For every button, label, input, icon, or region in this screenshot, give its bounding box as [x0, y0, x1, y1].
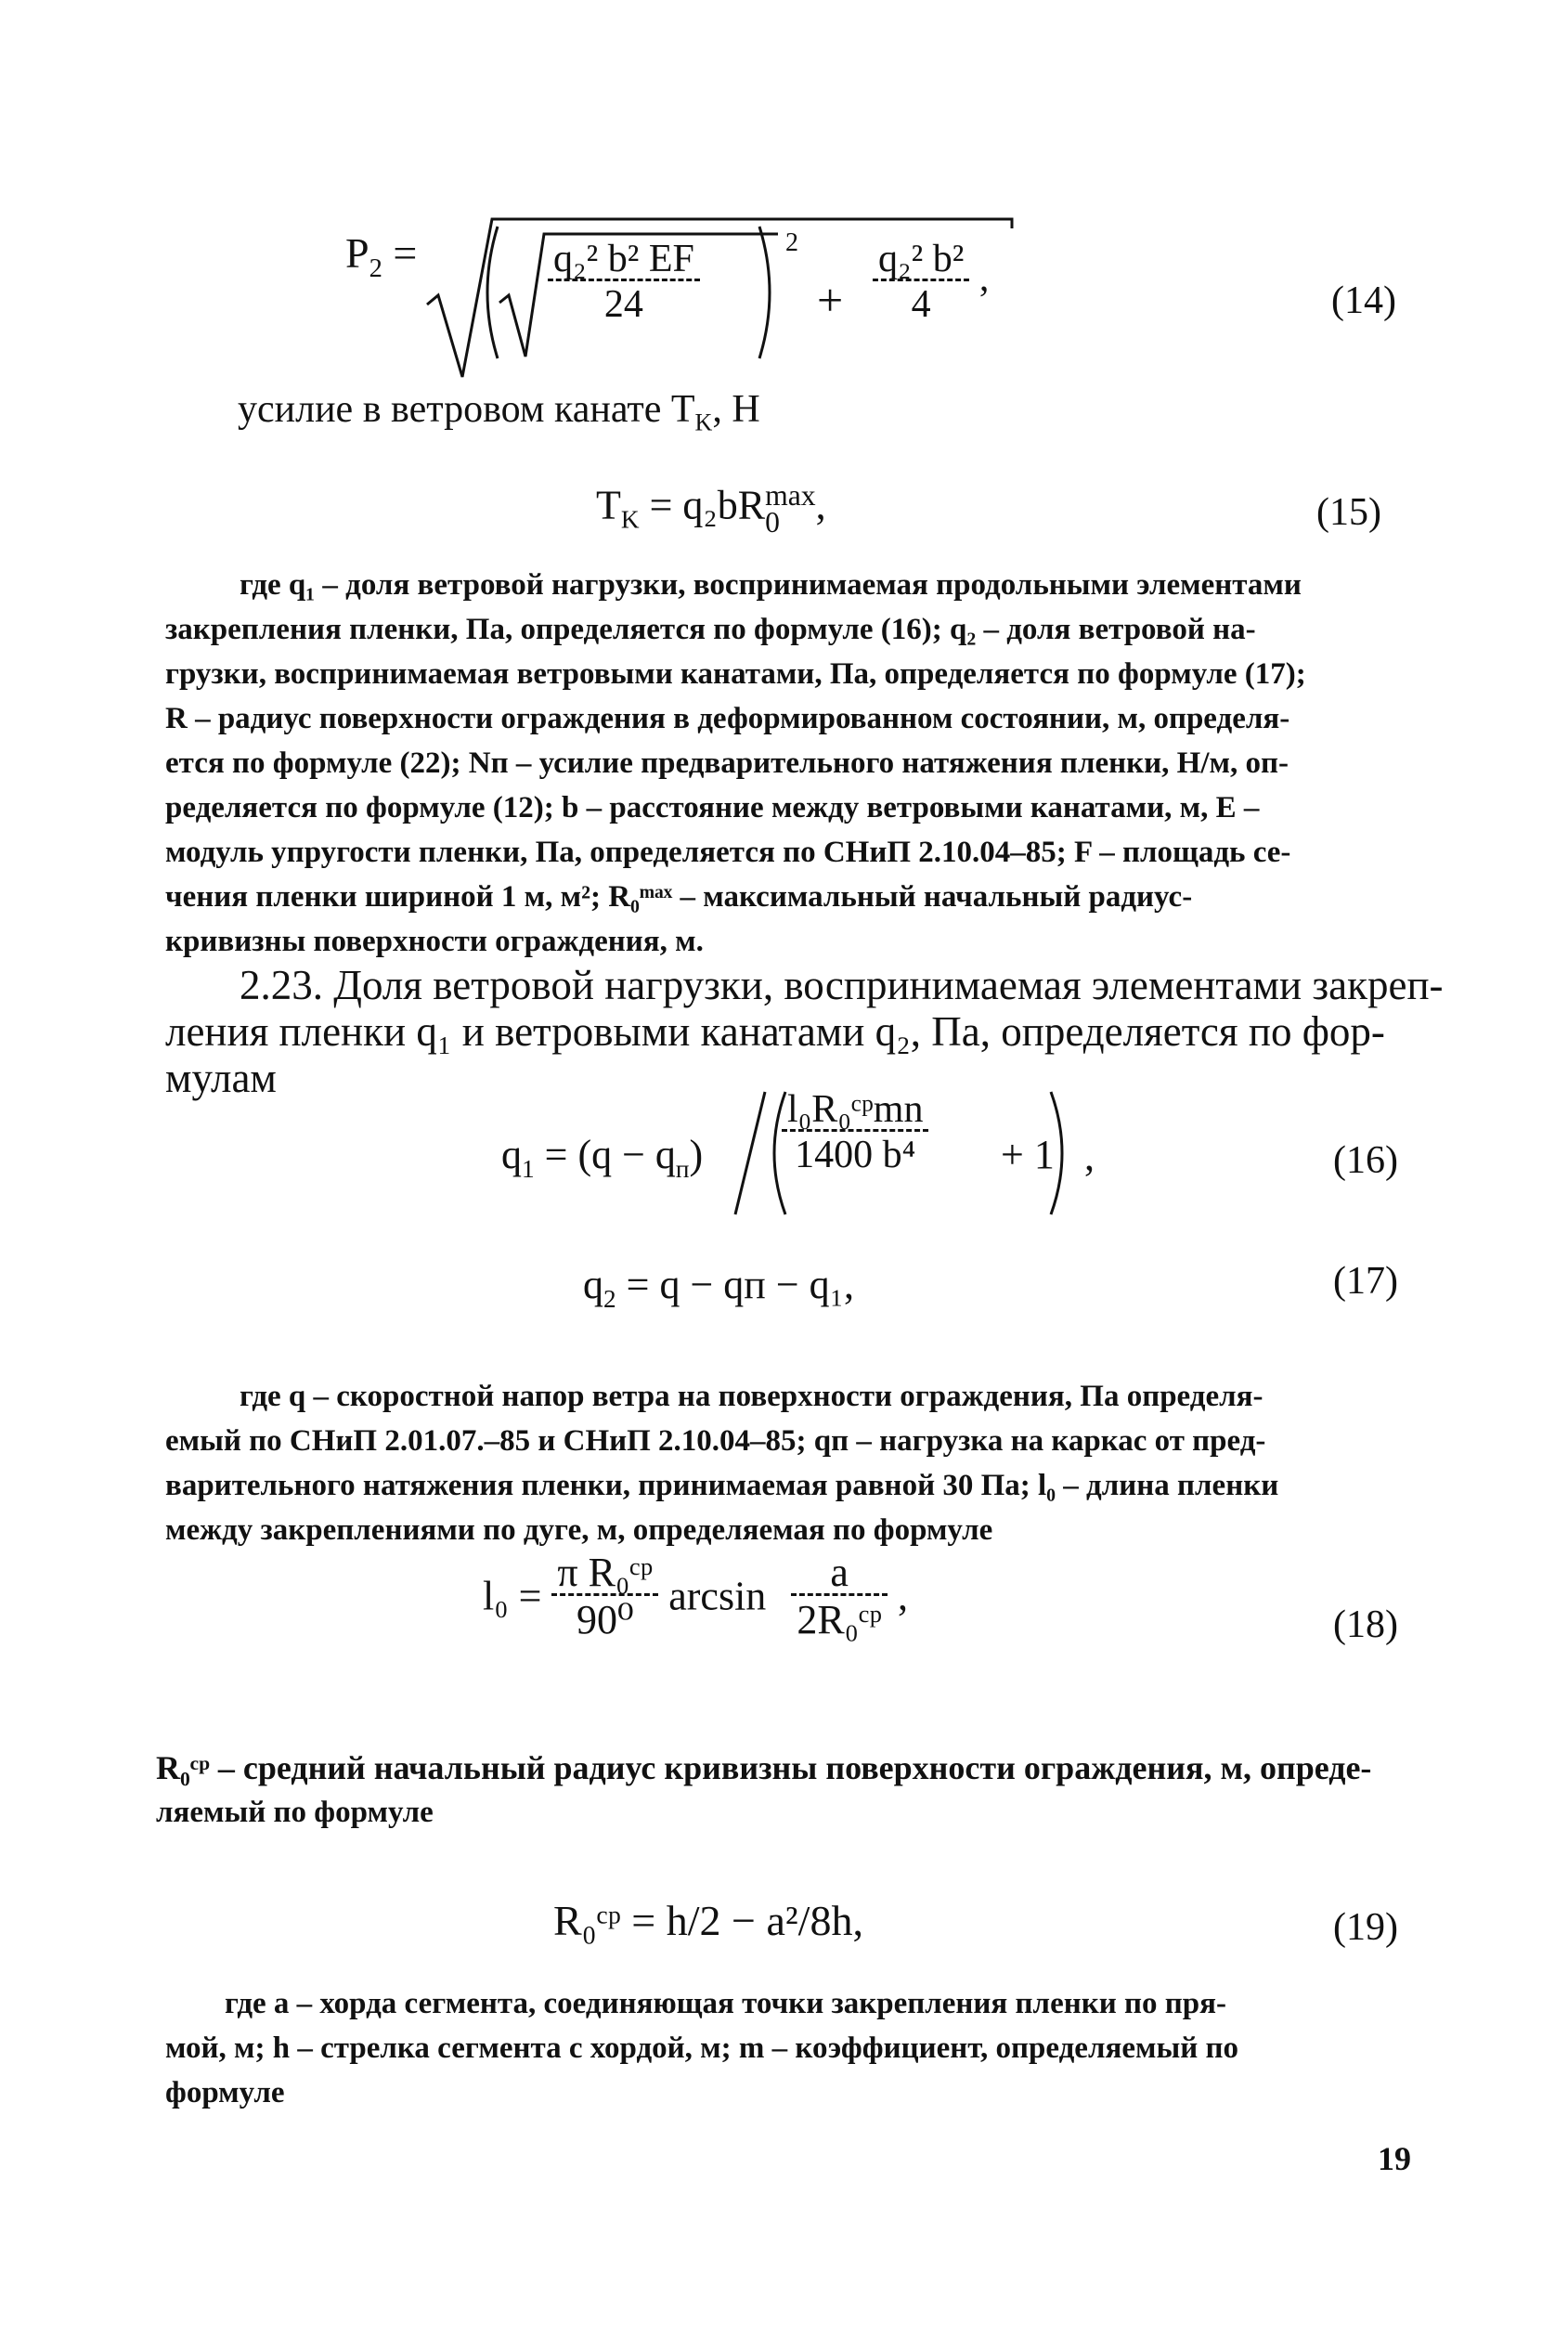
- equation-14: $P_2$ =: [345, 229, 418, 284]
- eq18-frac1-den: 90⁰: [551, 1593, 658, 1641]
- eq16-plus-one: + 1: [1001, 1132, 1055, 1177]
- para1-line-2: закрепления пленки, Па, определяется по формуле (16); q₂ – доля ветровой на-: [165, 613, 1256, 646]
- equation-15: [596, 479, 826, 539]
- eq18-tail: ,: [897, 1573, 908, 1619]
- eq15-rhs-sub: 0: [765, 505, 780, 539]
- eq19-label: (19): [1333, 1906, 1398, 1949]
- eq18-frac1-num: π R₀ᶜᵖ: [557, 1550, 654, 1595]
- eq14-term2-num: q₂² b²: [878, 238, 965, 280]
- eq18-frac2-den: 2R₀ᶜᵖ: [791, 1593, 888, 1641]
- eq14-term1: [548, 240, 700, 324]
- para2-line-1: где q – скоростной напор ветра на поверхности ограждения, Па определя-: [240, 1380, 1263, 1413]
- para1-line-8: чения пленки шириной 1 м, м²; R₀ᵐᵃˣ – максимальный начальный радиус-: [165, 880, 1193, 914]
- line-tk: [238, 386, 760, 446]
- page-number: 19: [1378, 2140, 1411, 2177]
- eq14-term1-num: q₂² b² EF: [553, 238, 694, 280]
- eq15-lhs: T: [596, 482, 621, 528]
- eq16-lhs-sub: 1: [522, 1154, 535, 1183]
- para1-line-4: R – радиус поверхности ограждения в деформированном состоянии, м, определя-: [165, 702, 1290, 735]
- eq16-lhs: q: [501, 1132, 522, 1177]
- para4-line-2: мой, м; h – стрелка сегмента с хордой, м; m – коэффициент, определяемый по: [165, 2031, 1238, 2065]
- eq16-frac-num: l₀R₀ᶜᵖmn: [787, 1088, 924, 1131]
- eq18-lhs: l₀ =: [483, 1573, 542, 1619]
- para1-line-9: кривизны поверхности ограждения, м.: [165, 925, 704, 958]
- eq16-label: (16): [1333, 1139, 1398, 1182]
- eq17-lhs: q: [583, 1262, 603, 1307]
- eq17-label: (17): [1333, 1260, 1398, 1303]
- para3-line-1: R₀ᶜᵖ – средний начальный радиус кривизны поверхности ограждения, м, опреде-: [156, 1749, 1372, 1786]
- eq14-tail: ,: [978, 257, 990, 301]
- line-tk-text: усилие в ветровом канате T: [238, 388, 695, 431]
- equation-18: [483, 1552, 908, 1641]
- para2-line-4: между закреплениями по дуге, м, определяемая по формуле: [165, 1513, 993, 1547]
- paragraph-1: [165, 563, 1409, 964]
- eq14-term2-den: 4: [873, 279, 969, 324]
- eq14-term1-den: 24: [548, 279, 700, 324]
- paragraph-4: [165, 1981, 1409, 2115]
- eq18-frac1: [551, 1552, 658, 1641]
- eq14-label: (14): [1331, 279, 1396, 322]
- eq14-plus: +: [817, 274, 844, 326]
- para1-line-5: ется по формуле (22); Nп – усилие предварительного натяжения пленки, Н/м, оп-: [165, 746, 1289, 780]
- equation-19: R₀ᶜᵖ = h/2 − a²/8h,: [553, 1897, 863, 1944]
- para4-line-1: где a – хорда сегмента, соединяющая точки закрепления пленки по пря-: [225, 1987, 1226, 2020]
- section-line-1: 2.23. Доля ветровой нагрузки, воспринимаемая элементами закреп-: [240, 962, 1444, 1008]
- eq16-frac-den: 1400 b⁴: [782, 1129, 928, 1174]
- para2-line-2: емый по СНиП 2.01.07.–85 и СНиП 2.10.04–85; qп – нагрузка на каркас от пред-: [165, 1424, 1266, 1458]
- para1-line-1: где q₁ – доля ветровой нагрузки, воспринимаемая продольными элементами: [240, 568, 1302, 602]
- para1-line-3: грузки, воспринимаемая ветровыми канатами, Па, определяется по формуле (17);: [165, 657, 1306, 691]
- eq17-rhs: = q − qп − q₁,: [626, 1262, 854, 1307]
- eq16-fraction: [782, 1090, 928, 1174]
- eq15-rhs: = q₂bR: [649, 482, 766, 528]
- eq14-lhs-sub: 2: [369, 254, 382, 284]
- eq16-mid-sub: п: [675, 1154, 690, 1183]
- eq16-right-paren: [1047, 1088, 1075, 1218]
- eq18-frac2: [791, 1552, 888, 1641]
- eq18-label: (18): [1333, 1603, 1398, 1646]
- paragraph-3: [156, 1746, 1409, 1835]
- eq16-mid-tail: ): [689, 1132, 704, 1177]
- para4-line-3: формуле: [165, 2076, 285, 2109]
- line-tk-sub: K: [694, 409, 713, 436]
- line-tk-tail: , H: [712, 388, 760, 431]
- eq15-label: (15): [1316, 491, 1381, 534]
- section-line-2: ления пленки q₁ и ветровыми канатами q₂, Па, определяется по фор-: [165, 1008, 1385, 1055]
- eq17-lhs-sub: 2: [603, 1284, 616, 1313]
- eq14-square: 2: [785, 228, 798, 257]
- equation-17: [583, 1262, 854, 1313]
- eq15-lhs-sub: K: [620, 505, 640, 534]
- para2-line-3: варительного натяжения пленки, принимаемая равной 30 Па; l₀ – длина пленки: [165, 1469, 1279, 1502]
- eq16-tail: ,: [1084, 1134, 1095, 1179]
- eq15-tail: ,: [815, 482, 826, 528]
- eq14-right-paren: [754, 223, 782, 362]
- eq16-mid: = (q − q: [544, 1132, 676, 1177]
- para1-line-6: ределяется по формуле (12); b – расстояние между ветровыми канатами, м, E –: [165, 791, 1260, 824]
- paragraph-2: [165, 1374, 1409, 1552]
- eq18-fn: arcsin: [668, 1573, 767, 1619]
- eq15-rhs-sup: max: [765, 479, 816, 512]
- section-line-3: мулам: [165, 1055, 277, 1101]
- section-2-23: [165, 962, 1444, 1101]
- para3-line-2: ляемый по формуле: [156, 1796, 434, 1829]
- eq14-lhs: P: [345, 229, 369, 277]
- eq18-frac2-num: a: [830, 1550, 849, 1595]
- eq14-term2: [873, 240, 989, 324]
- para1-line-7: модуль упругости пленки, Па, определяется по СНиП 2.10.04–85; F – площадь се-: [165, 836, 1291, 869]
- equation-16: [501, 1132, 704, 1183]
